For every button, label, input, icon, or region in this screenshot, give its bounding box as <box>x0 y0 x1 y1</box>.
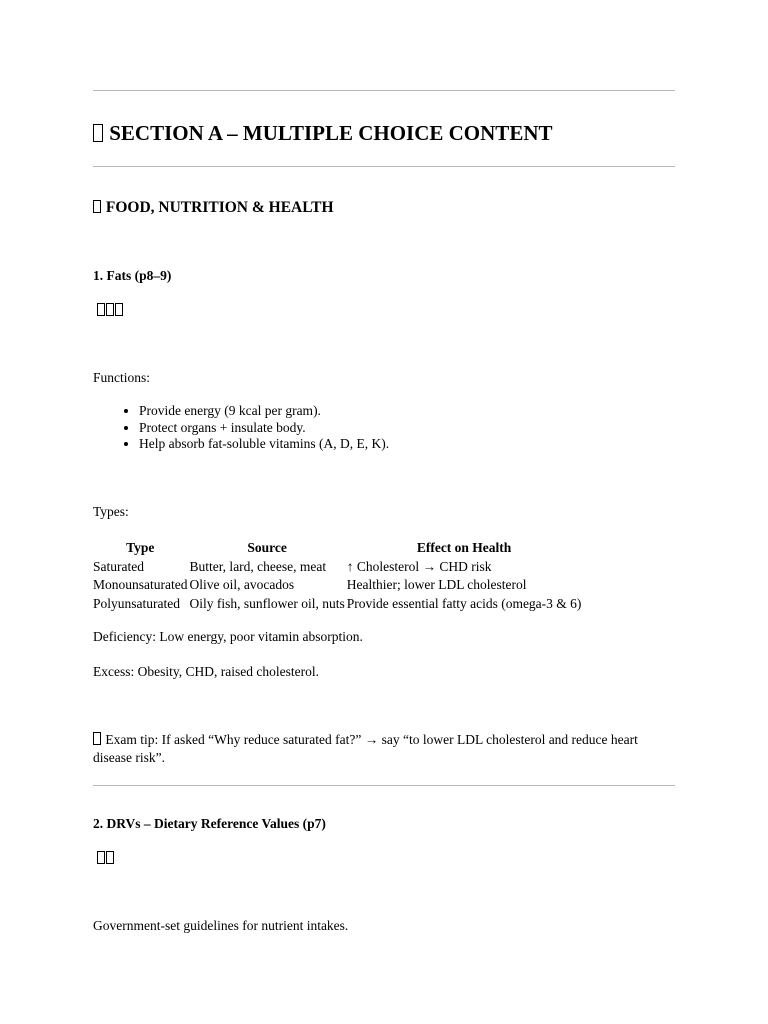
fats-heading: 1. Fats (p8–9) <box>93 268 172 283</box>
fats-emoji-row <box>97 302 124 320</box>
drvs-heading: 2. DRVs – Dietary Reference Values (p7) <box>93 816 326 831</box>
table-cell: Polyunsaturated <box>93 595 180 611</box>
table-cell: Monounsaturated <box>93 577 188 592</box>
table-cell: Saturated <box>93 558 144 574</box>
subsection-heading <box>93 199 334 217</box>
missing-glyph-icon <box>106 851 114 864</box>
subsection-title: FOOD, NUTRITION & HEALTH <box>105 199 334 216</box>
table-cell: Healthier; lower LDL cholesterol <box>346 577 527 592</box>
missing-glyph-icon <box>97 851 105 864</box>
table-cell: ↑ Cholesterol → CHD risk <box>346 558 492 574</box>
list-item: • Help absorb fat-soluble vitamins (A, D, E, K). <box>139 436 389 453</box>
list-item: • Provide energy (9 kcal per gram). <box>139 403 389 420</box>
section-heading <box>93 121 553 146</box>
column-header-source: Source <box>247 540 287 555</box>
section-divider <box>93 166 675 167</box>
drvs-description: Government-set guidelines for nutrient intakes. <box>93 918 349 933</box>
table-cell: Butter, lard, cheese, meat <box>189 558 327 574</box>
missing-glyph-icon <box>106 303 114 316</box>
table-row <box>93 558 583 577</box>
functions-list <box>93 403 389 453</box>
table-cell: Oily fish, sunflower oil, nuts <box>189 595 345 611</box>
missing-glyph-icon <box>93 200 101 213</box>
table-row <box>93 595 583 614</box>
missing-glyph-icon <box>93 124 103 142</box>
fat-types-table <box>93 539 583 613</box>
deficiency-text: Deficiency: Low energy, poor vitamin absorption. <box>93 629 363 644</box>
table-cell: Olive oil, avocados <box>189 577 295 592</box>
functions-label: Functions: <box>93 370 151 385</box>
column-header-effect: Effect on Health <box>416 540 512 555</box>
list-item: • Protect organs + insulate body. <box>139 420 389 437</box>
excess-text: Excess: Obesity, CHD, raised cholesterol. <box>93 664 319 679</box>
table-header-row <box>93 539 583 558</box>
table-row <box>93 576 583 595</box>
missing-glyph-icon <box>97 303 105 316</box>
missing-glyph-icon <box>93 732 101 745</box>
fats-divider <box>93 785 675 786</box>
exam-tip <box>93 731 653 767</box>
types-label: Types: <box>93 504 129 519</box>
missing-glyph-icon <box>115 303 123 316</box>
drvs-emoji-row <box>97 850 115 868</box>
top-divider <box>93 90 675 91</box>
section-title: SECTION A – MULTIPLE CHOICE CONTENT <box>109 121 553 145</box>
exam-tip-text: Exam tip: If asked “Why reduce saturated fat?” → say “to lower LDL cholesterol and reduce heart disease risk”. <box>93 732 638 765</box>
column-header-type: Type <box>126 540 155 555</box>
table-cell: Provide essential fatty acids (omega-3 & 6) <box>346 595 582 611</box>
